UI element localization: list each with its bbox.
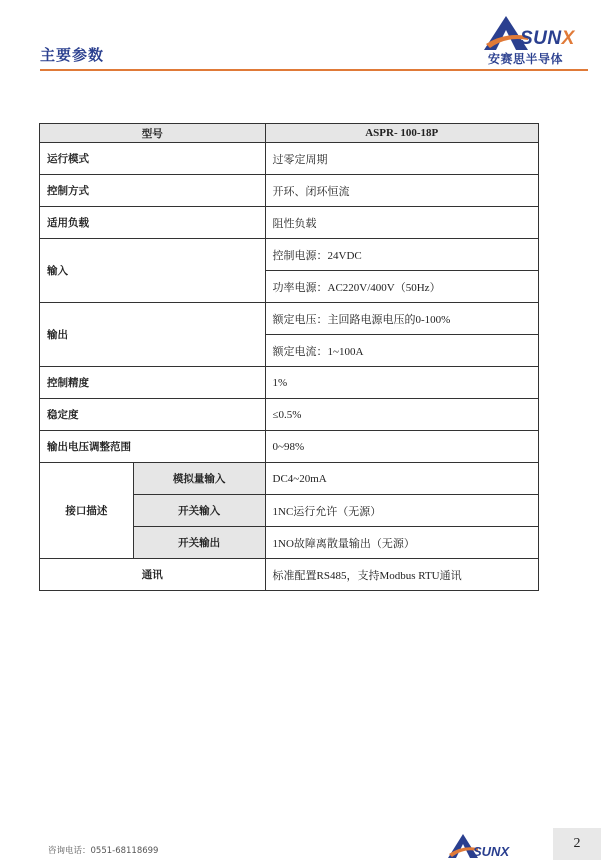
row-label: 输出	[40, 303, 266, 367]
table-row	[40, 399, 539, 431]
footer-logo	[448, 834, 528, 860]
table-row	[40, 143, 539, 175]
row-label: 控制精度	[40, 367, 266, 399]
row-value: 功率电源：AC220V/400V（50Hz）	[265, 271, 538, 303]
row-label: 输出电压调整范围	[40, 431, 266, 463]
table-row	[40, 463, 539, 495]
logo-company-name: 安赛思半导体	[488, 52, 564, 66]
spec-table	[39, 123, 539, 591]
header-model-cell: ASPR- 100-18P	[265, 124, 538, 143]
table-row	[40, 239, 539, 271]
interface-item-value: DC4~20mA	[265, 463, 538, 495]
row-value: 阻性负载	[265, 207, 538, 239]
table-row	[40, 303, 539, 335]
interface-item-value: 1NC运行允许（无源）	[265, 495, 538, 527]
comm-label: 通讯	[40, 559, 266, 591]
interface-item-label: 开关输入	[133, 495, 265, 527]
row-value: ≤0.5%	[265, 399, 538, 431]
row-value: 控制电源：24VDC	[265, 239, 538, 271]
row-label: 适用负载	[40, 207, 266, 239]
interface-item-value: 1NO故障离散量输出（无源）	[265, 527, 538, 559]
interface-item-label: 开关输出	[133, 527, 265, 559]
table-row	[40, 431, 539, 463]
page-number: 2	[553, 828, 601, 860]
table-header-row	[40, 124, 539, 143]
footer-phone: 咨询电话：0551-68118699	[48, 846, 159, 856]
comm-value: 标准配置RS485，支持Modbus RTU通讯	[265, 559, 538, 591]
row-label: 输入	[40, 239, 266, 303]
row-value: 开环、闭环恒流	[265, 175, 538, 207]
row-value: 额定电流：1~100A	[265, 335, 538, 367]
logo-wordmark: SUNX	[520, 28, 575, 49]
row-value: 额定电压：主回路电源电压的0-100%	[265, 303, 538, 335]
footer-logo-wordmark: SUNX	[473, 844, 510, 859]
table-row	[40, 175, 539, 207]
table-row	[40, 207, 539, 239]
header-divider	[40, 69, 588, 71]
page-title: 主要参数	[40, 46, 105, 64]
interface-label: 接口描述	[40, 463, 134, 559]
row-value: 过零定周期	[265, 143, 538, 175]
table-row	[40, 367, 539, 399]
row-value: 0~98%	[265, 431, 538, 463]
row-value: 1%	[265, 367, 538, 399]
header-label-cell: 型号	[40, 124, 266, 143]
row-label: 稳定度	[40, 399, 266, 431]
table-row	[40, 559, 539, 591]
interface-item-label: 模拟量输入	[133, 463, 265, 495]
row-label: 运行模式	[40, 143, 266, 175]
company-logo	[480, 10, 592, 66]
row-label: 控制方式	[40, 175, 266, 207]
